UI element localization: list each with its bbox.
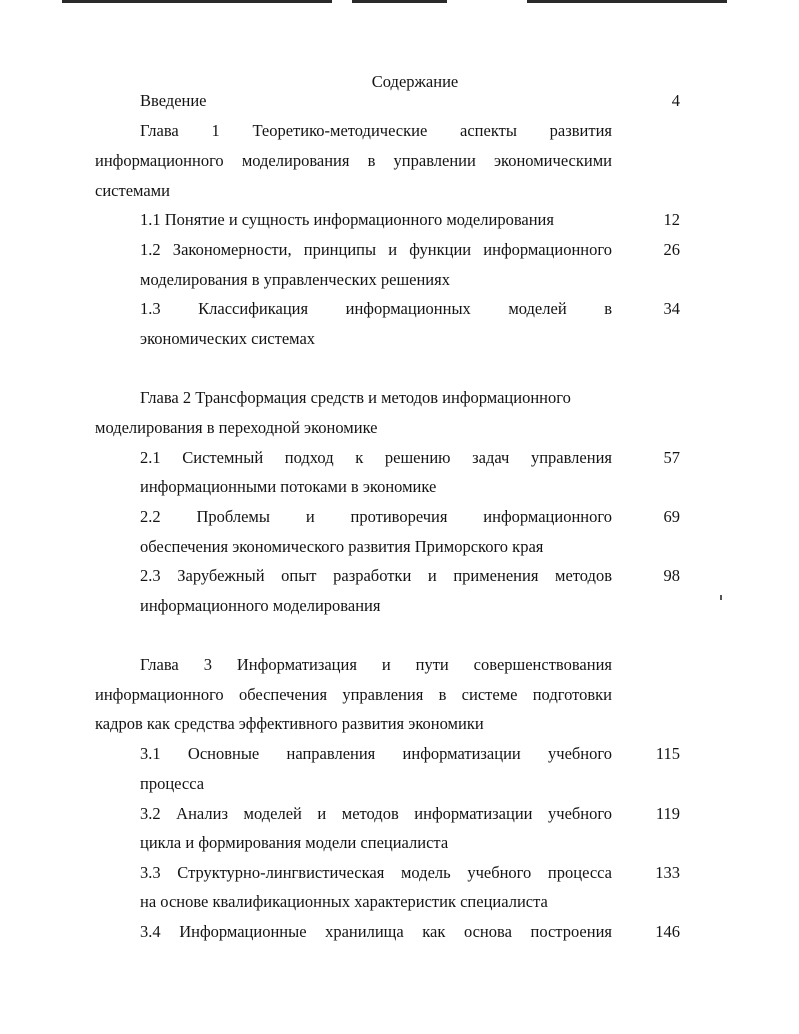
toc-entry-page: 119 xyxy=(655,804,680,823)
toc-entry-line: информационными потоками в экономике xyxy=(140,477,437,496)
toc-entry-line: цикла и формирования модели специалиста xyxy=(140,833,449,852)
toc-entry-line: 1.3 Классификация информационных моделей в xyxy=(140,299,612,318)
chapter-heading-line: Глава 1 Теоретико-методические аспекты развития xyxy=(140,121,612,140)
toc-entry-page: 98 xyxy=(663,566,680,585)
toc-entry-line: 2.3 Зарубежный опыт разработки и применения методов xyxy=(140,566,612,585)
toc-entry-page: 146 xyxy=(655,922,680,941)
toc-entry-line: моделирования в управленческих решениях xyxy=(140,270,450,289)
page-title: Содержание xyxy=(371,72,459,91)
toc-entry-line: экономических системах xyxy=(140,329,316,348)
chapter-heading-line: Глава 2 Трансформация средств и методов информационного xyxy=(140,388,571,407)
toc-entry-line: 1.1 Понятие и сущность информационного моделирования xyxy=(140,210,554,229)
toc-entry-page: 12 xyxy=(663,210,680,229)
toc-entry-page: 69 xyxy=(663,507,680,526)
toc-entry-page: 26 xyxy=(663,240,680,259)
chapter-heading-line: информационного моделирования в управлении экономическими xyxy=(95,151,612,170)
chapter-heading-line: кадров как средства эффективного развития экономики xyxy=(95,714,484,733)
toc-entry-line: 3.3 Структурно-лингвистическая модель учебного процесса xyxy=(140,863,612,882)
toc-entry-line: 2.2 Проблемы и противоречия информационного xyxy=(140,507,612,526)
toc-entry-page: 133 xyxy=(655,863,680,882)
toc-entry-page: 34 xyxy=(663,299,680,318)
scan-top-border xyxy=(62,0,332,3)
toc-entry-line: 1.2 Закономерности, принципы и функции информационного xyxy=(140,240,612,259)
toc-entry-line: 3.4 Информационные хранилища как основа построения xyxy=(140,922,612,941)
toc-entry-line: 3.1 Основные направления информатизации учебного xyxy=(140,744,612,763)
chapter-heading-line: моделирования в переходной экономике xyxy=(95,418,378,437)
toc-entry-line: информационного моделирования xyxy=(140,596,381,615)
scan-top-border xyxy=(527,0,727,3)
toc-entry-line: обеспечения экономического развития Приморского края xyxy=(140,537,544,556)
toc-entry-line: на основе квалификационных характеристик специалиста xyxy=(140,892,548,911)
toc-intro-page: 4 xyxy=(671,91,680,110)
scan-speck xyxy=(720,595,722,600)
toc-entry-page: 57 xyxy=(663,448,680,467)
chapter-heading-line: информационного обеспечения управления в системе подготовки xyxy=(95,685,612,704)
toc-entry-page: 115 xyxy=(655,744,680,763)
scan-top-border xyxy=(352,0,447,3)
toc-entry-line: 2.1 Системный подход к решению задач управления xyxy=(140,448,612,467)
toc-entry-line: 3.2 Анализ моделей и методов информатизации учебного xyxy=(140,804,612,823)
toc-intro-label: Введение xyxy=(140,91,207,110)
chapter-heading-line: Глава 3 Информатизация и пути совершенствования xyxy=(140,655,612,674)
chapter-heading-line: системами xyxy=(95,181,170,200)
toc-entry-line: процесса xyxy=(140,774,205,793)
